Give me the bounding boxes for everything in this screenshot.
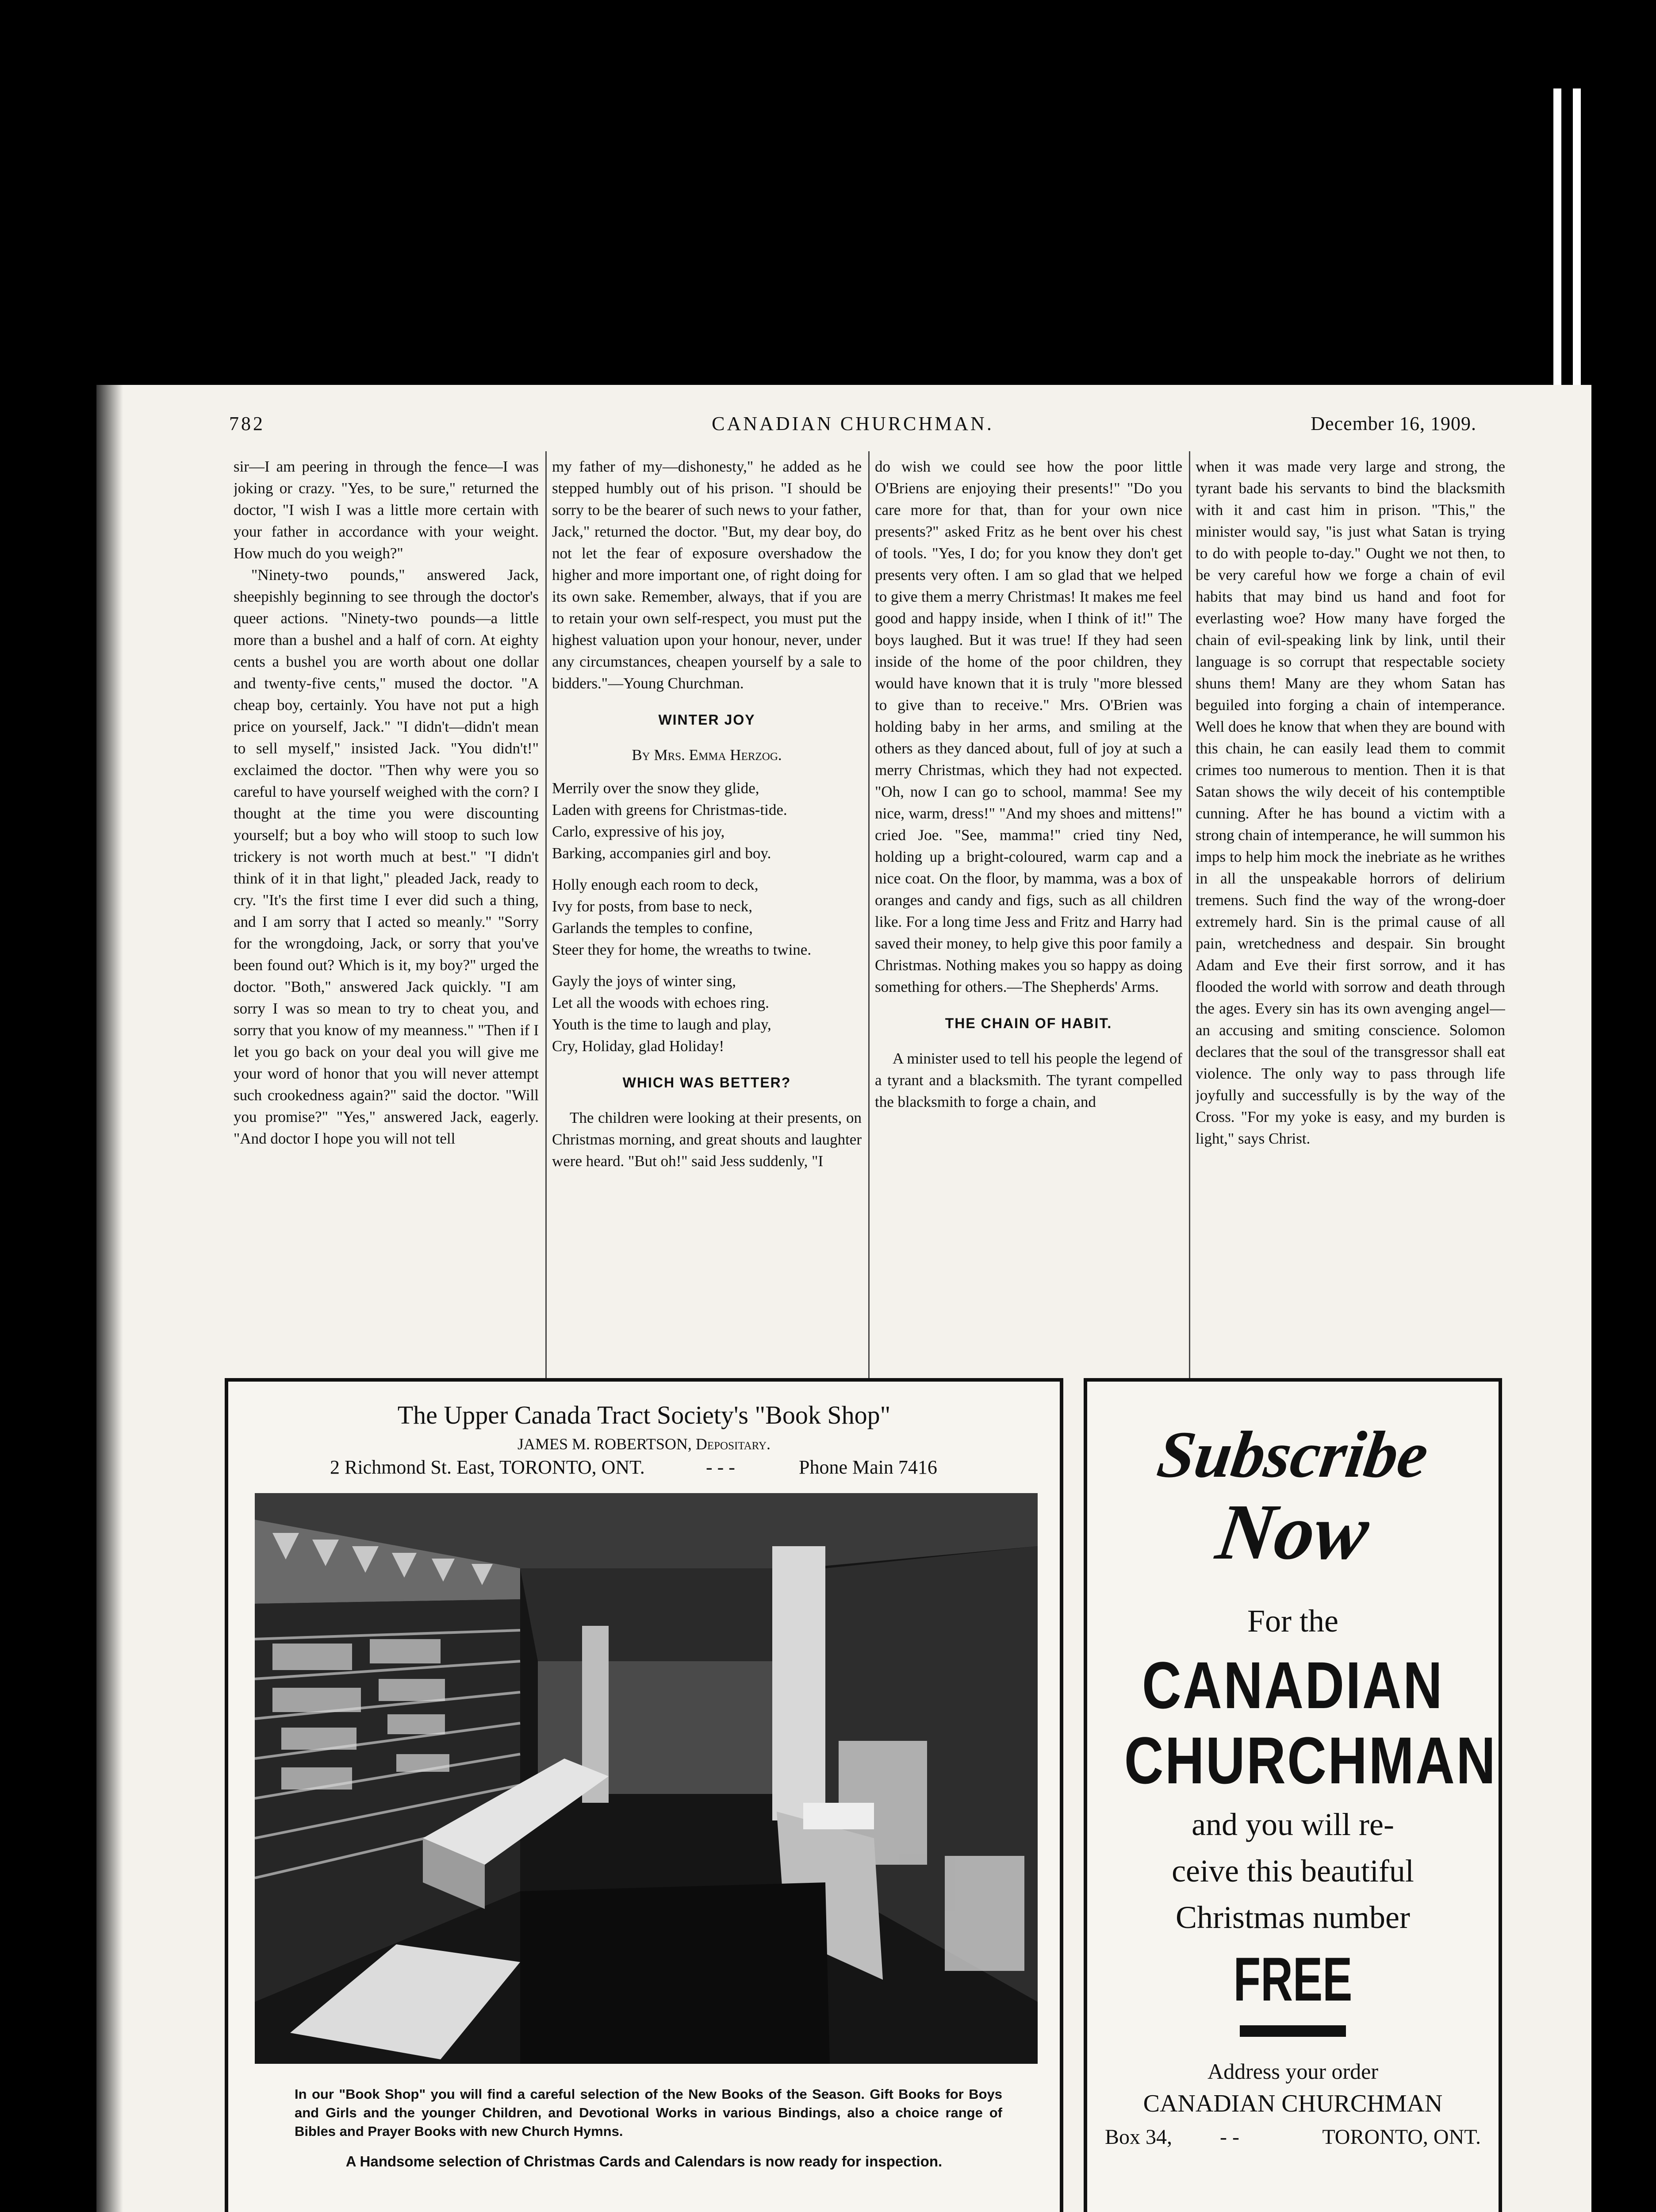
issue-date: December 16, 1909. [1311,413,1476,434]
now-heading: Now [1211,1488,1375,1576]
page-header [229,412,1476,439]
address-separator: - - - [706,1456,735,1478]
byline-prefix: By [632,746,650,764]
christmas-cards-notice: A Handsome selection of Christmas Cards and Calendars is now ready for inspection. [345,2153,943,2170]
story-title: WHICH WAS BETTER? [622,1075,791,1091]
poem-title: WINTER JOY [658,712,755,728]
address-dashes: - - [1220,2125,1239,2149]
paragraph: A minister used to tell his people the legend of a tyrant and a blacksmith. The tyrant compelled the blacksmith to forge a chain, and [875,1050,1182,1110]
story-title: THE CHAIN OF HABIT. [945,1015,1112,1031]
address-label: Address your order [1207,2059,1378,2084]
book-shop-description: In our "Book Shop" you will find a careful selection of the New Books of the Season. Gift Books for Boys and Girls and the younger Children, and Devotional Works in various Bindings, also a choice range of Bibles and Prayer Books with new Church Hymns. [295,2086,1002,2139]
paragraph: when it was made very large and strong, the tyrant bade his servants to bind the blacksmith with it and cast him in prison. "This," the minister would say, "is just what Satan is trying to do with people to-day." Ought we not then, to be very careful how we forge a chain of evil habits that may bind us hand and foot for everlasting woe? How many have forged the chain of evil-speaking link by link, until their language is so corrupt that respectable society shuns them! Many are they whom Satan has beguiled into forging a chain of intemperance. Well does he know that when they are bound with this chain, he can easily lead them to commit crimes too numerous to mention. Then it is that Satan shows the wily deceit of his contemptible cunning. After he has bound a victim with a strong chain of intemperance, he will summon his imps to help him mock the inebriate as he writhes in all the unspeakable horrors of delirium tremens. Such find the way of the wrong-doer extremely hard. Sin is the primal cause of all pain, wretchedness and despair. Sin brought Adam and Eve their first sorrow, and it has flooded the world with sorrow and death through the ages. Every sin has its own avenging angel—an accusing and smiting conscience. Solomon declares that the soul of the transgressor shall eat violence. The only way to pass through life joyfully and successfully is by the way of the Cross. "For my yoke is easy, and my burden is light," says Christ. [1196,458,1505,1147]
column-divider [868,451,870,1407]
poem-line: Merrily over the snow they glide, [552,780,759,797]
address-city: TORONTO, ONT. [1322,2125,1481,2149]
book-shop-title: The Upper Canada Tract Society's "Book Shop" [397,1401,891,1429]
newspaper-page [96,385,1591,2212]
offer-text-line1: and you will re- [1192,1807,1394,1842]
paragraph: sir—I am peering in through the fence—I was joking or crazy. "Yes, to be sure," returned the doctor, "I wish I was a little more certain with your father in accordance with your weight. How much do you weigh?" [234,458,539,562]
paragraph: "Ninety-two pounds," answered Jack, sheepishly beginning to see through the doctor's queer actions. "Ninety-two pounds—a little more than a bushel and a half of corn. At eighty cents a bushel you are worth about one dollar and twenty-five cents," mused the doctor. "A cheap boy, certainly. You have not put a high price on yourself, Jack." "I didn't—didn't mean to sell myself," insisted Jack. "You didn't!" exclaimed the doctor. "Then why were you so careful to have yourself weighed with the corn? I thought at the time you were discounting yourself; but a boy who will stoop to such low trickery is not worth much at best." "I didn't think of it in that light," pleaded Jack, ready to cry. "It's the first time I ever did such a thing, and I am sorry that I acted so meanly." "Sorry for the wrongdoing, Jack, or sorry that you've been found out? Which is it, my boy?" urged the doctor. "Both," answered Jack quickly. "I am sorry I was so mean to try to cheat you, and sorry that you know of my meanness." "Then if I let you go back on your deal you will give me your word of honor that you will never attempt such crookedness again?" said the doctor. "Will you promise?" "Yes," answered Jack, eagerly. "And doctor I hope you will not tell [234,566,539,1147]
address-box: Box 34, [1105,2125,1173,2149]
text-column-1 [234,456,539,1411]
free-underline [1240,2025,1346,2037]
offer-text-line2: ceive this beautiful [1172,1853,1414,1889]
poem-line: Gayly the joys of winter sing, [552,972,736,990]
free-label: FREE [1233,1944,1353,2014]
text-column-4 [1196,456,1505,1411]
column-divider [1189,451,1190,1407]
poem-stanza [552,970,862,1057]
subscribe-heading: Subscribe [1153,1418,1433,1491]
subscribe-advertisement [1084,1378,1502,2212]
book-shop-address: 2 Richmond St. East, TORONTO, ONT. [330,1456,645,1478]
text-column-2 [552,456,862,1411]
paragraph: do wish we could see how the poor little O'Briens are enjoying their presents!" "Do you care more for that, than for your own nice presents?" asked Fritz as he bent over his chest of tools. "Yes, I do; for you know they don't get presents very often. I am so glad that we helped to give them a merry Christmas! It makes me feel good and happy inside, when I think of it!" The boys laughed. But it was true! If they had seen inside of the home of the poor children, they would have known that it is truly "more blessed to give than to receive." Mrs. O'Brien was holding baby in her arms, and smiling at the others as they danced about, full of joy at such a merry Christmas, which they had not expected. "Oh, now I can go to school, mamma! See my nice, warm, dress!" "And my shoes and mittens!" cried Joe. "See, mamma!" cried tiny Ned, holding up a bright-coloured, warm cap and a nice coat. On the floor, by mamma, was a box of oranges and candy and figs, such as all children like. For a long time Jess and Fritz and Harry had saved their money, to help give this poor family a Christmas. Nothing makes you so happy as doing something for others.—The Shepherds' Arms. [875,458,1182,995]
column-divider [545,451,547,1407]
book-shop-advertisement [225,1378,1063,2212]
shop-photo-illustration [255,1493,1038,2064]
poem-line: Youth is the time to laugh and play, [552,1016,771,1033]
poem-line: Garlands the temples to confine, [552,919,753,937]
publication-name-line2: CHURCHMAN [1124,1723,1497,1797]
paragraph: The children were looking at their presents, on Christmas morning, and great shouts and laughter were heard. "But oh!" said Jess suddenly, "I [552,1109,862,1170]
for-the-text: For the [1247,1603,1338,1639]
poem-line: Ivy for posts, from base to neck, [552,898,752,915]
poem-line: Carlo, expressive of his joy, [552,823,725,840]
publication-name-line1: CANADIAN [1142,1648,1444,1722]
poem-line: Barking, accompanies girl and boy. [552,845,771,862]
newspaper-title: CANADIAN CHURCHMAN. [712,413,994,434]
poem-stanza [552,874,862,960]
poem-line: Holly enough each room to deck, [552,876,759,893]
film-edge-bar-top-2 [1573,88,1581,416]
page-number: 782 [229,413,265,434]
offer-text-line3: Christmas number [1176,1900,1410,1935]
poem-line: Let all the woods with echoes ring. [552,994,769,1011]
poem-line: Cry, Holiday, glad Holiday! [552,1037,724,1055]
book-shop-interior-photo [255,1493,1038,2064]
poem-byline [552,744,862,766]
film-edge-bar-top-1 [1553,88,1561,416]
poem-author: Mrs. Emma Herzog. [654,746,782,764]
poem-line: Steer they for home, the wreaths to twine. [552,941,812,958]
paragraph: my father of my—dishonesty," he added as he stepped humbly out of his prison. "I should be sorry to be the bearer of such news to your father, Jack," returned the doctor. "But, my dear boy, do not let the fear of exposure overshadow the higher and more important one, of right doing for its own sake. Remember, always, that if you are to retain your own self-respect, you must put the highest valuation upon your honour, never, under any circumstances, cheapen yourself by a sale to bidders."—Young Churchman. [552,458,862,692]
binding-shadow [96,385,123,2212]
book-shop-depositary: JAMES M. ROBERTSON, Depositary. [517,1435,771,1453]
text-column-3 [875,456,1182,1411]
address-name: CANADIAN CHURCHMAN [1143,2090,1443,2117]
book-shop-phone: Phone Main 7416 [799,1456,937,1478]
poem-stanza [552,777,862,864]
poem-line: Laden with greens for Christmas-tide. [552,801,787,818]
